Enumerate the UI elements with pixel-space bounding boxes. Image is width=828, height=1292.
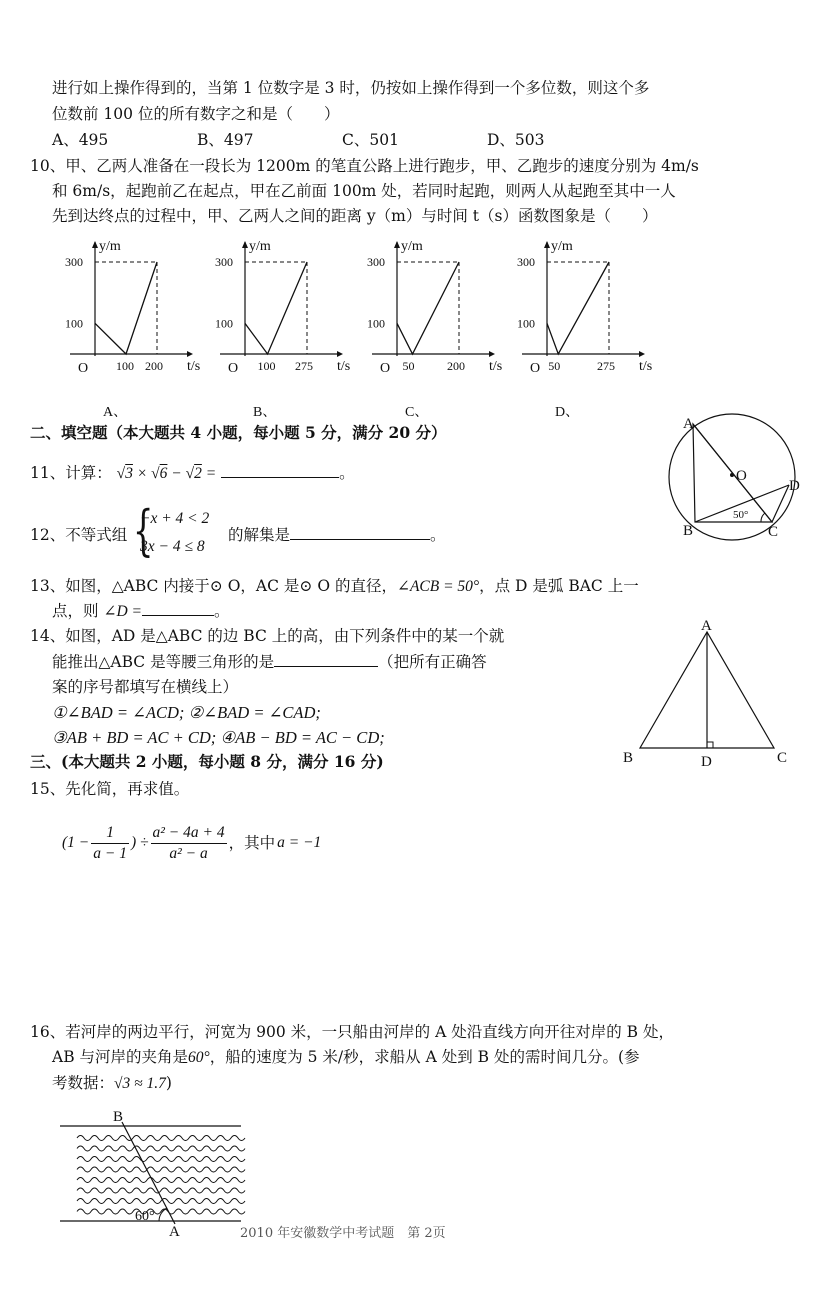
wave-line [77, 1178, 245, 1183]
triangle-figure [615, 612, 805, 772]
q13-answer-blank[interactable] [142, 601, 214, 616]
y-axis-label: y/m [401, 239, 423, 254]
q13-line2 [52, 601, 229, 622]
label-b: B [113, 1109, 124, 1125]
label-d: D [789, 478, 800, 494]
q13-angle-d: ∠D = [103, 603, 142, 620]
river-waves [77, 1136, 245, 1215]
x-tick-label: 50 [402, 359, 415, 373]
q10-graphs [0, 230, 828, 430]
q15-mid: ) ÷ [130, 834, 149, 851]
q15-value: a = −1 [277, 834, 322, 851]
x-tick-label: 200 [447, 359, 465, 373]
label-angle: 60° [135, 1209, 155, 1224]
wave-line [77, 1146, 245, 1151]
x-axis-arrow [639, 351, 645, 357]
label-angle: 50° [733, 509, 749, 521]
origin-label: O [380, 361, 391, 376]
series-line [397, 262, 459, 354]
q16-sqrt3: √3 ≈ 1.7 [114, 1075, 166, 1092]
q15-fraction2 [151, 823, 227, 864]
wave-line [77, 1167, 245, 1172]
origin-label: O [530, 361, 541, 376]
q16-angle: 60° [188, 1049, 210, 1066]
q15-fraction1 [91, 823, 129, 864]
wave-line [77, 1199, 245, 1204]
y-axis-label: y/m [99, 239, 121, 254]
q11-line [30, 463, 355, 484]
q13-line1b: ，点 D 是弧 BAC 上一 [479, 577, 639, 595]
q11-expression: √3 × √6 − √2 = [116, 465, 217, 482]
q12-suffix: 的解集是 [228, 526, 291, 544]
x-axis-label: t/s [337, 359, 351, 374]
origin-label: O [78, 361, 89, 376]
q12-eq1: −x + 4 < 2 [140, 510, 210, 527]
q12-answer-blank[interactable] [290, 525, 430, 540]
angle-arc [761, 513, 765, 522]
x-axis-arrow [489, 351, 495, 357]
y-axis-arrow [394, 241, 400, 248]
y-tick-label: 100 [367, 316, 385, 331]
q13-angle: ∠ACB = 50° [396, 578, 480, 595]
q16-line3b: ) [165, 1074, 172, 1092]
x-tick-label: 50 [548, 359, 561, 373]
q16-line2b: ，船的速度为 5 米/秒，求船从 A 处到 B 处的需时间几分。(参 [209, 1048, 640, 1066]
q12-brace: { [132, 499, 154, 562]
graph-option-label: B、 [253, 405, 277, 420]
q14-line2a: 能推出△ABC 是等腰三角形的是 [52, 653, 275, 671]
q14-cond1: ①∠BAD = ∠ACD; ②∠BAD = ∠CAD; [52, 703, 321, 722]
x-axis-label: t/s [187, 359, 201, 374]
label-c: C [768, 524, 779, 540]
q15-num1: 1 [91, 823, 129, 844]
label-b: B [623, 750, 634, 766]
wave-line [77, 1188, 245, 1193]
x-tick-label: 275 [295, 359, 313, 373]
graph-b [215, 239, 350, 420]
q12-prefix: 12、不等式组 [30, 526, 128, 544]
q15-title: 15、先化简，再求值。 [30, 780, 190, 798]
graph-option-label: A、 [103, 405, 128, 420]
x-axis-arrow [337, 351, 343, 357]
label-o: O [736, 468, 747, 484]
graph-c [367, 239, 502, 420]
q13-line2a: 点，则 [52, 602, 99, 620]
q15-num2: a² − 4a + 4 [151, 823, 227, 844]
q14-line3: 案的序号都填写在横线上） [52, 678, 239, 696]
q11-prefix: 11、计算： [30, 464, 112, 482]
graph-option-label: C、 [405, 405, 429, 420]
label-c: C [777, 750, 788, 766]
wave-line [77, 1157, 245, 1162]
section3-heading: 三、(本大题共 2 小题，每小题 8 分，满分 16 分) [30, 752, 384, 771]
y-tick-label: 100 [517, 316, 535, 331]
center-dot [730, 473, 734, 477]
y-tick-label: 100 [65, 316, 83, 331]
right-angle-mark [707, 742, 713, 748]
graph-d [517, 239, 652, 420]
y-tick-label: 100 [215, 316, 233, 331]
series-line [547, 262, 609, 354]
section2-heading: 二、填空题（本大题共 4 小题，每小题 5 分，满分 20 分） [30, 423, 447, 442]
q16-line2 [52, 1047, 640, 1068]
x-tick-label: 100 [116, 359, 134, 373]
y-axis-arrow [544, 241, 550, 248]
x-axis-label: t/s [489, 359, 503, 374]
page-footer: 2010 年安徽数学中考试题 第 2页 [240, 1226, 446, 1241]
q12-suffix-line [228, 525, 446, 545]
q16-line3a: 考数据： [52, 1074, 115, 1092]
q16-line3 [52, 1073, 172, 1094]
y-tick-label: 300 [517, 255, 535, 269]
label-a: A [169, 1224, 180, 1240]
origin-label: O [228, 361, 239, 376]
y-axis-arrow [92, 241, 98, 248]
q12-end: 。 [430, 526, 446, 544]
label-a: A [683, 416, 694, 432]
q16-line2a: AB 与河岸的夹角是 [52, 1048, 189, 1066]
q14-line1: 14、如图，AD 是△ABC 的边 BC 上的高，由下列条件中的某一个就 [30, 627, 505, 645]
q16-line1: 16、若河岸的两边平行，河宽为 900 米，一只船由河岸的 A 处沿直线方向开往对岸的 B 处， [30, 1023, 674, 1041]
q10-line3: 先到达终点的过程中，甲、乙两人之间的距离 y（m）与时间 t（s）函数图象是（ ） [52, 207, 658, 225]
q15-cond: ，其中 [228, 834, 276, 852]
x-tick-label: 100 [257, 359, 276, 373]
graph-a [65, 239, 200, 420]
x-axis-label: t/s [639, 359, 653, 374]
series-line [95, 262, 157, 354]
q14-answer-blank[interactable] [274, 652, 378, 667]
q9-line2: 位数前 100 位的所有数字之和是（ ） [52, 105, 340, 123]
q12-eq2: 3x − 4 ≤ 8 [140, 538, 205, 555]
q9-option-a: A、495 [52, 131, 109, 149]
y-axis-arrow [242, 241, 248, 248]
circle-figure [665, 412, 805, 542]
y-tick-label: 300 [65, 255, 83, 269]
x-axis-arrow [187, 351, 193, 357]
river-figure [55, 1108, 255, 1238]
q10-line1: 10、甲、乙两人准备在一段长为 1200m 的笔直公路上进行跑步，甲、乙跑步的速度分别为 4m/s [30, 157, 699, 175]
label-b: B [683, 523, 694, 539]
q10-line2: 和 6m/s，起跑前乙在起点，甲在乙前面 100m 处，若同时起跑，则两人从起跑至其中一人 [52, 182, 676, 200]
y-tick-label: 300 [215, 255, 233, 269]
x-tick-label: 200 [145, 359, 163, 373]
q13-end: 。 [213, 602, 230, 620]
q14-line2 [52, 652, 487, 672]
series-line [245, 262, 307, 354]
q14-cond2: ③AB + BD = AC + CD; ④AB − BD = AC − CD; [52, 728, 385, 747]
wave-line [77, 1136, 245, 1141]
y-tick-label: 300 [367, 255, 385, 269]
y-axis-label: y/m [551, 239, 573, 254]
q15-den1: a − 1 [93, 844, 127, 862]
x-tick-label: 275 [597, 359, 615, 373]
q14-line2b: （把所有正确答 [378, 653, 487, 671]
label-d: D [701, 754, 712, 770]
graph-option-label: D、 [555, 405, 580, 420]
q13-line1a: 13、如图，△ABC 内接于⊙ O，AC 是⊙ O 的直径， [30, 577, 397, 595]
q15-den2: a² − a [169, 844, 208, 862]
q11-answer-blank[interactable] [221, 463, 339, 478]
q15-left: (1 − [62, 834, 90, 851]
q15-expression [62, 818, 321, 868]
q9-line1: 进行如上操作得到的，当第 1 位数字是 3 时，仍按如上操作得到一个多位数，则这个多 [52, 79, 650, 97]
y-axis-label: y/m [249, 239, 271, 254]
q13-line1 [30, 576, 639, 597]
q11-suffix: 。 [339, 464, 355, 482]
q9-option-c: C、501 [342, 131, 399, 149]
label-a: A [701, 618, 712, 634]
q9-option-b: B、497 [197, 131, 254, 149]
q9-option-d: D、503 [487, 131, 545, 149]
